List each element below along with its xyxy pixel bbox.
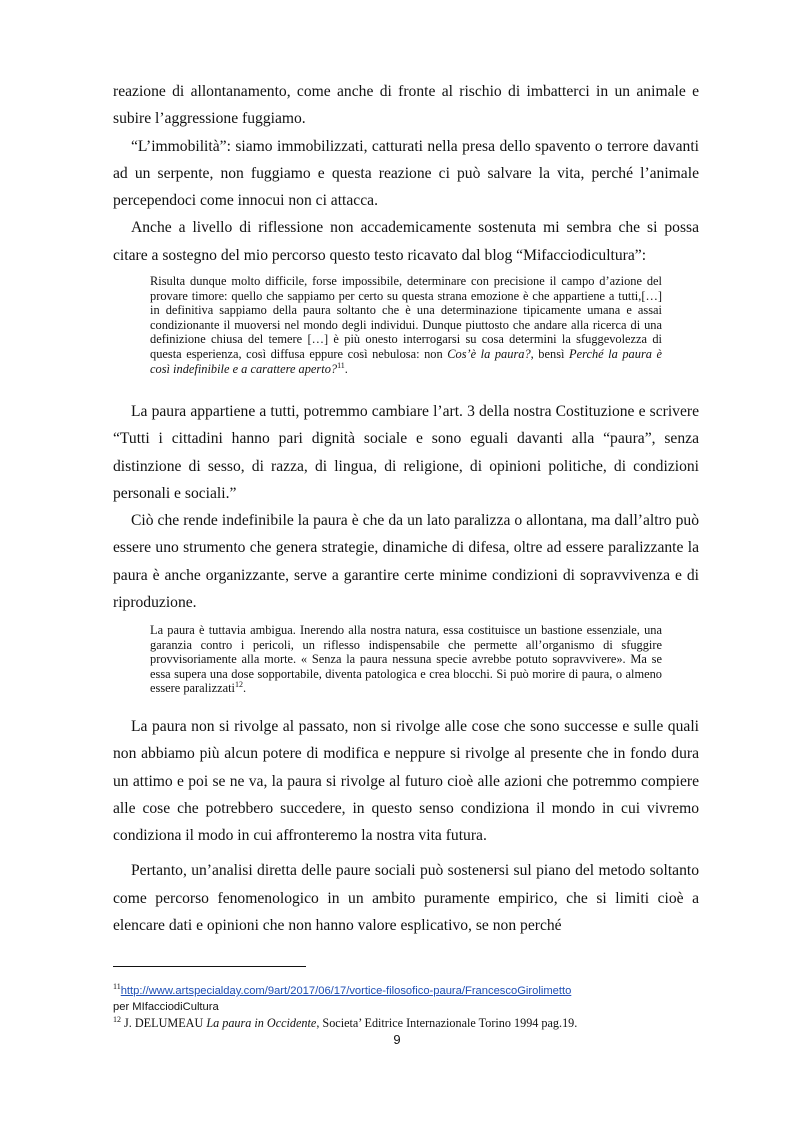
block-quote-2 bbox=[150, 623, 662, 696]
quote-1-italic-question: Cos’è la paura? bbox=[447, 346, 531, 361]
footnote-12: $^{12}$ J. DELUMEAU La paura in Occidente, Societa’ Editrice Internazionale Torino 1994 pag.19. bbox=[113, 1014, 578, 1030]
paragraph-5: Ciò che rende indefinibile la paura è che da un lato paralizza o allontana, ma dall’altro può essere uno strumento che genera strategie, dinamiche di difesa, oltre ad essere paralizzante la paura è anche organizzante, serve a garantire certe minime condizioni di sopravvivenza e di riproduzione. bbox=[113, 512, 699, 612]
block-quote-1 bbox=[150, 274, 662, 376]
page-number: 9 bbox=[393, 1032, 401, 1047]
quote-1-italic-answer: Perché la paura è così indefinibile e a carattere aperto? bbox=[150, 346, 662, 376]
paragraph-1: reazione di allontanamento, come anche di fronte al rischio di imbatterci in un animale e subire l’aggressione fuggiamo. bbox=[113, 83, 699, 128]
body-text-middle bbox=[113, 398, 699, 616]
paragraph-6: La paura non si rivolge al passato, non si rivolge alle cose che sono successe e sulle quali non abbiamo più alcun potere di modifica e neppure si rivolge al presente che in fondo dura un attimo e poi se ne va, la paura si rivolge al futuro cioè alle azioni che potremmo compiere alle cose che potrebbero succedere, in questo senso condiziona il mondo in cui vivremo condiziona il modo in cui affronteremo la nostra vita futura. bbox=[113, 718, 699, 845]
footnote-ref-12[interactable]: 12 bbox=[234, 680, 243, 690]
quote-2-text: La paura è tuttavia ambigua. Inerendo alla nostra natura, essa costituisce un bastione essenziale, una garanzia contro i pericoli, un riflesso indispensabile che permette all’organismo di sfuggire provvisoriamente alla morte. « Senza la paura nessuna specie avrebbe potuto sopravvivere». Ma se essa supera una dose sopportabile, diventa patologica e crea blocchi. Si può morire di paura, o almeno essere paralizzati$^{12}$. bbox=[150, 623, 662, 696]
footnote-11: $^{11}$http://www.artspecialday.com/9art/2017/06/17/vortice-filosofico-paura/FrancescoGirolimetto bbox=[113, 981, 572, 997]
paragraph-2: “L’immobilità”: siamo immobilizzati, catturati nella presa dello spavento o terrore davanti ad un serpente, non fuggiamo e questa reazione ci può salvare la vita, perché l’animale percependoci come innocui non ci attacca. bbox=[113, 137, 699, 210]
quote-1-text: Risulta dunque molto difficile, forse impossibile, determinare con precisione il campo d’azione del provare timore: quello che sappiamo per certo su questa strana emozione è che appartiene a tutti,[…] in definitiva sappiamo della paura soltanto che è una determinazione tipicamente umana e assai condizionante il muoversi nel mondo degli individui. Dunque piuttosto che andare alla ricerca di una definizione chiusa del temere […] è più onesto interrogarsi su cosa determini la sfuggevolezza di questa esperienza, così diffusa eppure così nebulosa: non Cos’è la paura?, bensì Perché la paura è così indefinibile e a carattere aperto?$^{11}$. bbox=[150, 274, 662, 376]
footnote-divider bbox=[113, 966, 306, 967]
footnote-11-continuation: per MIfacciodiCultura bbox=[113, 1001, 219, 1013]
footnote-ref-11[interactable]: 11 bbox=[337, 360, 345, 370]
footnotes bbox=[113, 982, 699, 1031]
footnote-12-title: La paura in Occidente bbox=[206, 1016, 317, 1030]
footnote-11-link[interactable]: http://www.artspecialday.com/9art/2017/06/17/vortice-filosofico-paura/FrancescoGirolimetto bbox=[120, 985, 572, 997]
paragraph-4: La paura appartiene a tutti, potremmo cambiare l’art. 3 della nostra Costituzione e scrivere “Tutti i cittadini hanno pari dignità sociale e sono eguali davanti alla “paura”, senza distinzione di sesso, di razza, di lingua, di religione, di opinioni politiche, di condizioni personali e sociali.” bbox=[113, 403, 699, 502]
body-text-top bbox=[113, 78, 699, 269]
paragraph-7: Pertanto, un’analisi diretta delle paure sociali può sostenersi sul piano del metodo soltanto come percorso fenomenologico in un ambito puramente empirico, che si limiti cioè a elencare dati e opinioni che non hanno valore esplicativo, se non perché bbox=[113, 862, 699, 935]
paragraph-3: Anche a livello di riflessione non accademicamente sostenuta mi sembra che si possa citare a sostegno del mio percorso questo testo ricavato dal blog “Mifacciodicultura”: bbox=[113, 219, 699, 264]
body-text-bottom bbox=[113, 713, 699, 939]
